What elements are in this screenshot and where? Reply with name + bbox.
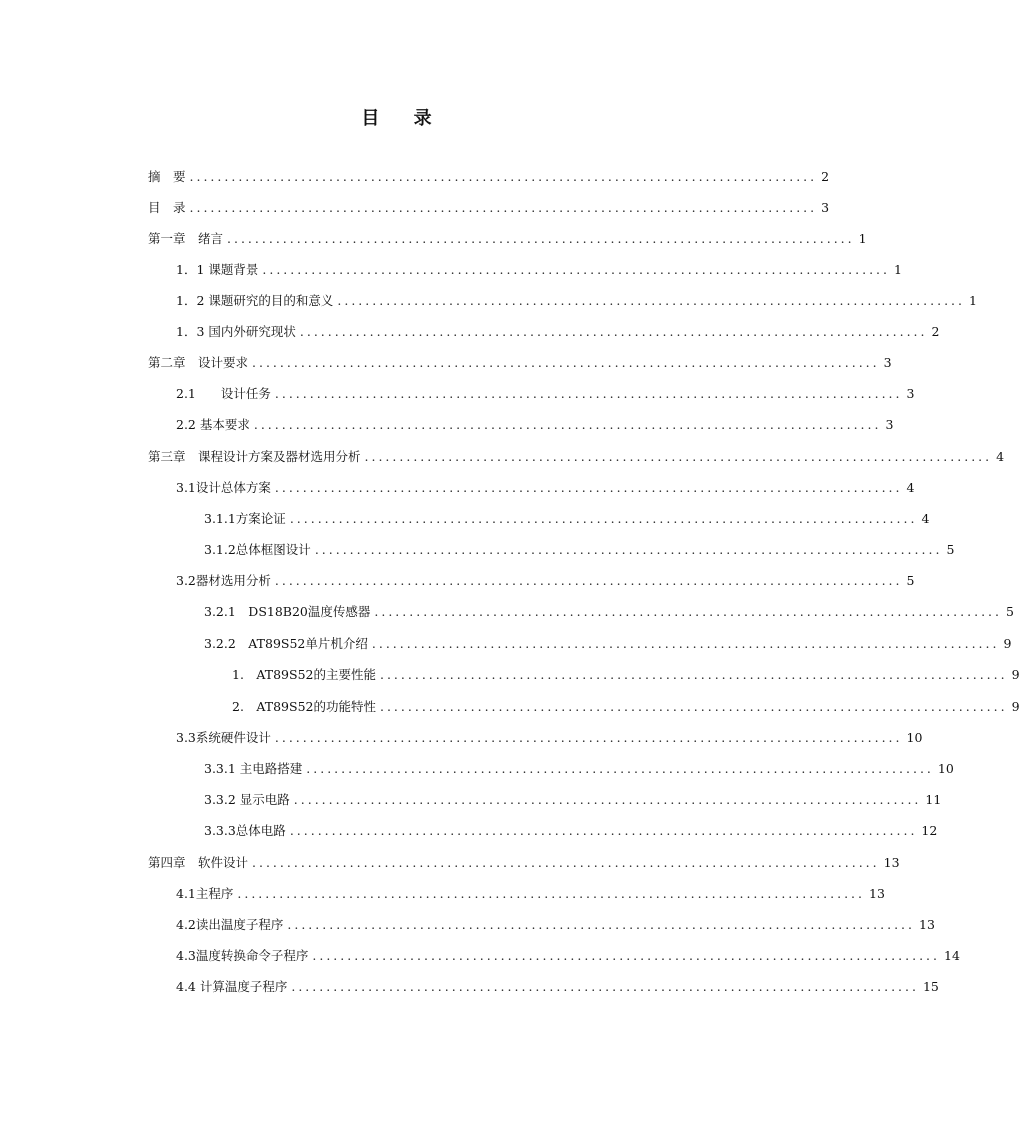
- toc-leader: ..........................................................................................: [371, 635, 1000, 651]
- toc-entry[interactable]: [204, 820, 938, 840]
- toc-leader: ..........................................................................................: [289, 510, 918, 526]
- toc-entry-text: 3.1设计总体方案: [176, 480, 271, 495]
- toc-leader: ..........................................................................................: [379, 698, 1008, 714]
- toc-leader: ..........................................................................................: [312, 947, 940, 963]
- toc-entry[interactable]: [204, 633, 1012, 653]
- toc-entry[interactable]: [148, 446, 1005, 466]
- toc-entry[interactable]: [232, 696, 1020, 716]
- toc-entry-text: 1. AT89S52的主要性能: [232, 667, 376, 682]
- toc-leader: ..........................................................................................: [293, 791, 922, 807]
- toc-page-number: 11: [925, 791, 942, 807]
- toc-leader: ..........................................................................................: [274, 385, 903, 401]
- toc-leader: ..........................................................................................: [379, 666, 1008, 682]
- toc-entry-text: 2. AT89S52的功能特性: [232, 699, 376, 714]
- toc-entry[interactable]: [176, 477, 915, 497]
- toc-leader: ..........................................................................................: [337, 292, 965, 308]
- toc-page-number: 13: [869, 885, 885, 901]
- toc-page-number: 10: [906, 729, 923, 745]
- toc-leader: ..........................................................................................: [189, 199, 818, 215]
- toc-entry[interactable]: [176, 570, 915, 590]
- toc-leader: ..........................................................................................: [252, 854, 880, 870]
- toc-page-number: 3: [885, 416, 894, 432]
- toc-entry[interactable]: [176, 976, 939, 996]
- toc-entry[interactable]: [232, 664, 1020, 684]
- toc-entry-text: 第一章 绪言: [148, 231, 224, 246]
- page-title: 目 录: [361, 108, 446, 129]
- toc-entry[interactable]: [176, 383, 915, 403]
- toc-page-number: 3: [821, 199, 830, 215]
- toc-entry[interactable]: [204, 758, 954, 778]
- toc-leader: ..........................................................................................: [274, 479, 903, 495]
- toc-entry-text: 3.3.2 显示电路: [204, 792, 290, 807]
- toc-entry-text: 2.2 基本要求: [176, 417, 250, 432]
- toc-page-number: 9: [1011, 698, 1020, 714]
- toc-entry-text: 3.1.2总体框图设计: [204, 542, 311, 557]
- toc-entry-text: 目 录: [148, 200, 186, 215]
- toc-leader: ..........................................................................................: [287, 916, 915, 932]
- toc-page-number: 14: [944, 947, 960, 963]
- toc-entry-text: 3.3系统硬件设计: [176, 730, 271, 745]
- toc-leader: ..........................................................................................: [252, 354, 880, 370]
- toc-page-number: 1: [894, 261, 902, 277]
- toc-leader: ..........................................................................................: [274, 729, 903, 745]
- toc-leader: ..........................................................................................: [227, 230, 855, 246]
- toc-page-number: 13: [883, 854, 900, 870]
- toc-page-number: 3: [883, 354, 892, 370]
- toc-entry[interactable]: [176, 883, 885, 903]
- toc-entry-text: 3.3.3总体电路: [204, 823, 286, 838]
- toc-leader: ..........................................................................................: [299, 323, 928, 339]
- toc-leader: ..........................................................................................: [274, 572, 903, 588]
- toc-entry-text: 4.1主程序: [176, 886, 234, 901]
- toc-page-number: 3: [906, 385, 915, 401]
- toc-page-number: 4: [906, 479, 915, 495]
- toc-leader: ..........................................................................................: [189, 168, 818, 184]
- toc-leader: ..........................................................................................: [262, 261, 890, 277]
- toc-entry[interactable]: [176, 290, 977, 310]
- toc-entry[interactable]: [148, 228, 867, 248]
- toc-entry[interactable]: [176, 727, 923, 747]
- toc-entry-text: 3.2.1 DS18B20温度传感器: [204, 604, 371, 619]
- toc-page-number: 1: [858, 230, 867, 246]
- toc-entry[interactable]: [176, 914, 935, 934]
- toc-entry[interactable]: [204, 539, 955, 559]
- toc-entry-text: 1．2 课题研究的目的和意义: [176, 293, 334, 308]
- toc-leader: ..........................................................................................: [291, 978, 919, 994]
- toc-page-number: 9: [1011, 666, 1020, 682]
- toc-page-number: 5: [946, 541, 955, 557]
- toc-page-number: 1: [969, 292, 977, 308]
- toc-entry[interactable]: [176, 259, 902, 279]
- toc-entry-text: 3.3.1 主电路搭建: [204, 761, 303, 776]
- toc-page-number: 9: [1003, 635, 1012, 651]
- toc-entry-text: 2.1 设计任务: [176, 386, 271, 401]
- toc-entry-text: 4.2读出温度子程序: [176, 917, 284, 932]
- toc-page-number: 4: [921, 510, 930, 526]
- toc-entry[interactable]: [176, 945, 960, 965]
- toc-entry[interactable]: [204, 601, 1014, 621]
- toc-page-number: 5: [1006, 603, 1014, 619]
- toc-page-number: 15: [922, 978, 939, 994]
- toc-leader: ..........................................................................................: [314, 541, 943, 557]
- toc-leader: ..........................................................................................: [306, 760, 934, 776]
- toc-entry[interactable]: [204, 508, 930, 528]
- toc-page-number: 2: [931, 323, 940, 339]
- toc-entry-text: 4.4 计算温度子程序: [176, 979, 288, 994]
- toc-entry-text: 3.2器材选用分析: [176, 573, 271, 588]
- toc-entry[interactable]: [176, 321, 940, 341]
- toc-leader: ..........................................................................................: [364, 448, 993, 464]
- toc-page-number: 12: [921, 822, 938, 838]
- toc-page-number: 10: [937, 760, 954, 776]
- toc-entry[interactable]: [148, 197, 830, 217]
- toc-entry-text: 1．3 国内外研究现状: [176, 324, 296, 339]
- toc-entry-text: 第二章 设计要求: [148, 355, 249, 370]
- toc-entry[interactable]: [176, 414, 894, 434]
- toc-leader: ..........................................................................................: [237, 885, 865, 901]
- toc-entry-text: 摘 要: [148, 169, 186, 184]
- toc-entry-text: 3.1.1方案论证: [204, 511, 286, 526]
- toc-entry-text: 4.3温度转换命令子程序: [176, 948, 309, 963]
- toc-entry[interactable]: [148, 852, 900, 872]
- toc-entry[interactable]: [148, 166, 830, 186]
- toc-entry[interactable]: [148, 352, 892, 372]
- toc-page-number: 5: [906, 572, 915, 588]
- toc-leader: ..........................................................................................: [253, 416, 882, 432]
- toc-leader: ..........................................................................................: [289, 822, 918, 838]
- toc-leader: ..........................................................................................: [374, 603, 1002, 619]
- toc-entry-text: 3.2.2 AT89S52单片机介绍: [204, 636, 368, 651]
- toc-page-number: 2: [821, 168, 830, 184]
- toc-page-number: 4: [996, 448, 1005, 464]
- toc-entry-text: 1．1 课题背景: [176, 262, 259, 277]
- toc-entry[interactable]: [204, 789, 942, 809]
- toc-page-number: 13: [919, 916, 935, 932]
- toc-entry-text: 第四章 软件设计: [148, 855, 249, 870]
- toc-entry-text: 第三章 课程设计方案及器材选用分析: [148, 449, 361, 464]
